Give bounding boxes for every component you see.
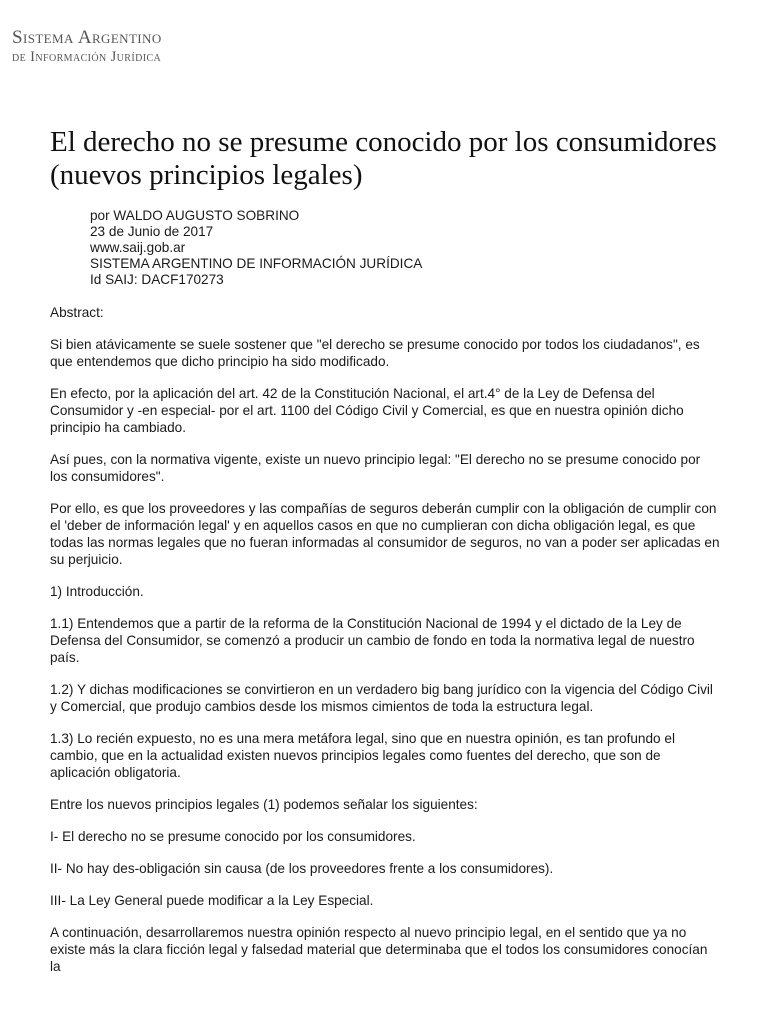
paragraph: Entre los nuevos principios legales (1) podemos señalar los siguientes: (50, 797, 478, 812)
logo-line-2: de Información Jurídica (12, 49, 162, 65)
paragraph: En efecto, por la aplicación del art. 42 de la Constitución Nacional, el art.4° de la Ley de Defensa del Consumidor y -en especial- por el art. 1100 del Código Civil y Comercial, es que en nuestra opinión dicho principio ha cambiado. (50, 386, 684, 435)
section-heading: 1) Introducción. (50, 584, 144, 599)
paragraph-abstract-heading: Abstract: (50, 305, 104, 320)
paragraph: Así pues, con la normativa vigente, existe un nuevo principio legal: "El derecho no se presume conocido por los consumidores". (50, 452, 701, 484)
meta-saij-id: Id SAIJ: DACF170273 (90, 272, 224, 287)
article-title: El derecho no se presume conocido por los consumidores (nuevos principios legales) (50, 126, 717, 191)
logo-line-1: Sistema Argentino (12, 27, 162, 48)
principle-item: III- La Ley General puede modificar a la Ley Especial. (50, 893, 374, 908)
saij-logo (12, 28, 162, 65)
paragraph: Por ello, es que los proveedores y las compañías de seguros deberán cumplir con la obligación de cumplir con el 'deber de información legal' y en aquellos casos en que no cumplieran con dicha obligación legal, es que todas las normas legales que no fueran informadas al consumidor de seguros, no van a poder ser aplicadas en su perjuicio. (50, 501, 720, 567)
principle-item: II- No hay des-obligación sin causa (de los proveedores frente a los consumidores). (50, 861, 554, 876)
principle-item: I- El derecho no se presume conocido por los consumidores. (50, 829, 416, 844)
paragraph: 1.2) Y dichas modificaciones se convirtieron en un verdadero big bang jurídico con la vigencia del Código Civil y Comercial, que produjo cambios desde los mismos cimientos de toda la estructura legal. (50, 682, 713, 714)
meta-date: 23 de Junio de 2017 (90, 224, 214, 239)
meta-website: www.saij.gob.ar (90, 240, 186, 255)
paragraph: 1.1) Entendemos que a partir de la reforma de la Constitución Nacional de 1994 y el dictado de la Ley de Defensa del Consumidor, se comenzó a producir un cambio de fondo en toda la normativa legal de nuestro país. (50, 616, 695, 665)
paragraph: A continuación, desarrollaremos nuestra opinión respecto al nuevo principio legal, en el sentido que ya no existe más la clara ficción legal y falsedad material que determinaba que el todos los consumidores conocían la (50, 925, 708, 974)
paragraph: 1.3) Lo recién expuesto, no es una mera metáfora legal, sino que en nuestra opinión, es tan profundo el cambio, que en la actualidad existen nuevos principios legales como fuentes del derecho, que son de aplicación obligatoria. (50, 731, 675, 780)
article (50, 126, 720, 990)
paragraph: Si bien atávicamente se suele sostener que "el derecho se presume conocido por todos los ciudadanos", es que entendemos que dicho principio ha sido modificado. (50, 337, 700, 369)
meta-publisher: SISTEMA ARGENTINO DE INFORMACIÓN JURÍDICA (90, 256, 423, 271)
article-meta (90, 208, 720, 288)
meta-author: por WALDO AUGUSTO SOBRINO (90, 208, 300, 223)
